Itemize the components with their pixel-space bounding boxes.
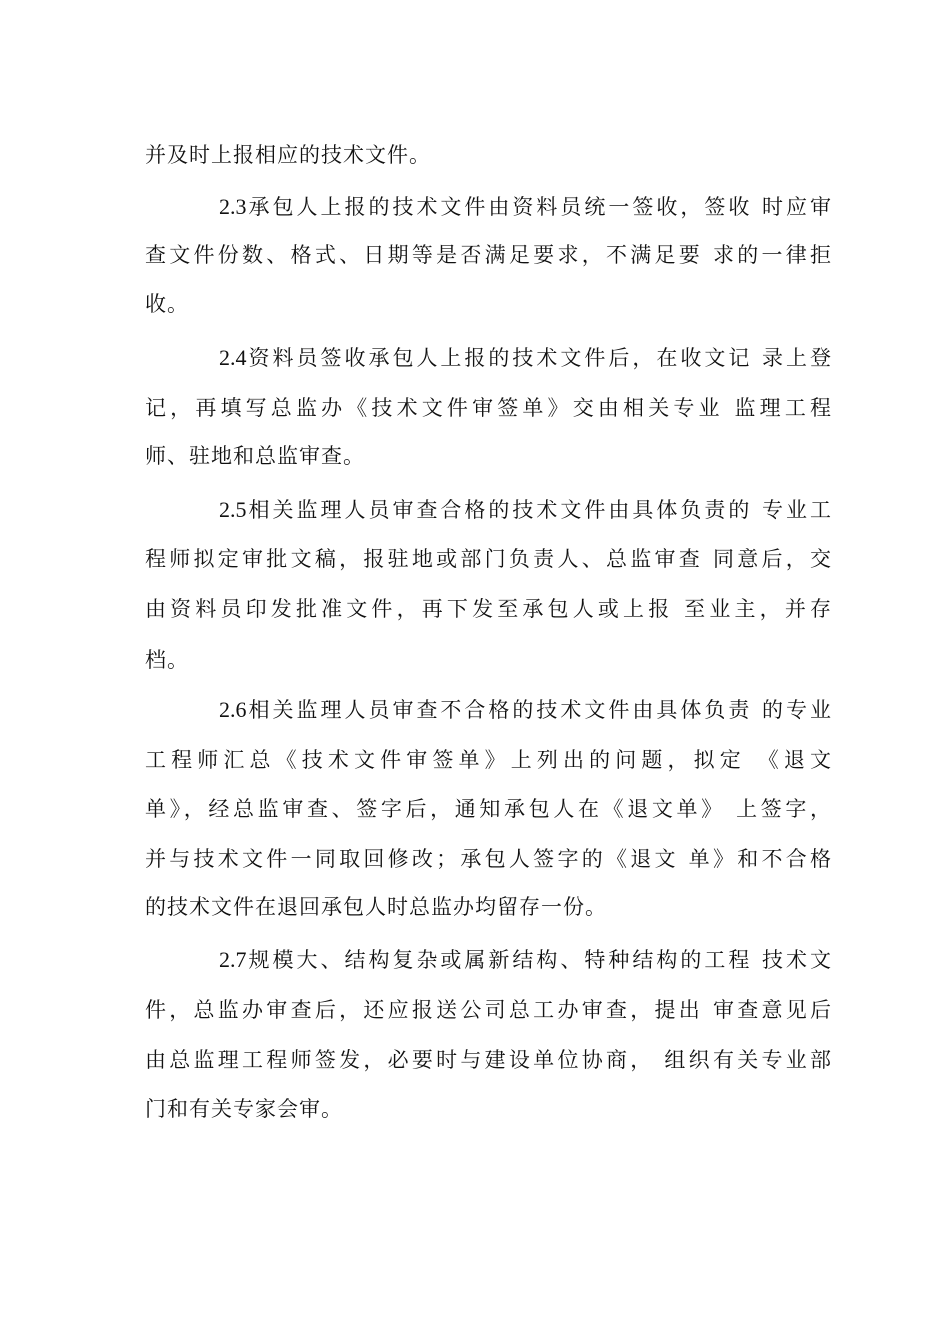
line-text: 由资料员印发批准文件，再下发至承包人或上报 至业主，并存 — [145, 597, 832, 621]
line-text: 工程师汇总《技术文件审签单》上列出的问题，拟定 《退文 — [145, 748, 832, 772]
line-text: 并与技术文件一同取回修改；承包人签字的《退文 单》和不合格 — [145, 847, 832, 871]
paragraph-line — [219, 343, 832, 373]
line-text: 的技术文件在退回承包人时总监办均留存一份。 — [145, 895, 607, 919]
line-text: 查文件份数、格式、日期等是否满足要求，不满足要 求的一律拒 — [145, 243, 832, 267]
line-text: 程师拟定审批文稿，报驻地或部门负责人、总监审查 同意后，交 — [145, 547, 832, 571]
paragraph-line — [145, 140, 832, 170]
line-text: 记，再填写总监办《技术文件审签单》交由相关专业 监理工程 — [145, 396, 832, 420]
section-number: 2.3 — [219, 194, 247, 219]
section-number: 2.7 — [219, 947, 247, 972]
paragraph-line — [219, 495, 832, 525]
section-number: 2.5 — [219, 497, 247, 522]
line-text: 资料员签收承包人上报的技术文件后，在收文记 录上登 — [246, 346, 832, 370]
paragraph-line — [145, 844, 832, 874]
line-text: 件，总监办审查后，还应报送公司总工办审查，提出 审查意见后 — [145, 998, 832, 1022]
paragraph-line — [219, 945, 832, 975]
paragraph-line — [145, 441, 832, 471]
line-text: 规模大、结构复杂或属新结构、特种结构的工程 技术文 — [246, 948, 832, 972]
line-text: 单》，经总监审查、签字后，通知承包人在《退文单》 上签字， — [145, 797, 832, 821]
paragraph-line — [145, 745, 832, 775]
line-text: 相关监理人员审查合格的技术文件由具体负责的 专业工 — [246, 498, 832, 522]
paragraph-line — [219, 192, 832, 222]
paragraph-line — [145, 544, 832, 574]
line-text: 师、驻地和总监审查。 — [145, 444, 365, 468]
paragraph-line — [145, 645, 832, 675]
paragraph-line — [145, 289, 832, 319]
paragraph-line — [145, 794, 832, 824]
paragraph-line — [145, 393, 832, 423]
paragraph-line — [219, 695, 832, 725]
line-text: 档。 — [145, 648, 189, 672]
line-text: 由总监理工程师签发，必要时与建设单位协商， 组织有关专业部 — [145, 1048, 832, 1072]
paragraph-line — [145, 1045, 832, 1075]
line-text: 承包人上报的技术文件由资料员统一签收，签收 时应审 — [246, 195, 832, 219]
section-number: 2.6 — [219, 697, 247, 722]
line-text: 门和有关专家会审。 — [145, 1097, 343, 1121]
line-text: 收。 — [145, 292, 189, 316]
paragraph-line — [145, 892, 832, 922]
paragraph-line — [145, 240, 832, 270]
paragraph-line — [145, 1094, 832, 1124]
section-number: 2.4 — [219, 345, 247, 370]
paragraph-line — [145, 594, 832, 624]
paragraph-line — [145, 995, 832, 1025]
line-text: 并及时上报相应的技术文件。 — [145, 143, 431, 167]
line-text: 相关监理人员审查不合格的技术文件由具体负责 的专业 — [246, 698, 832, 722]
